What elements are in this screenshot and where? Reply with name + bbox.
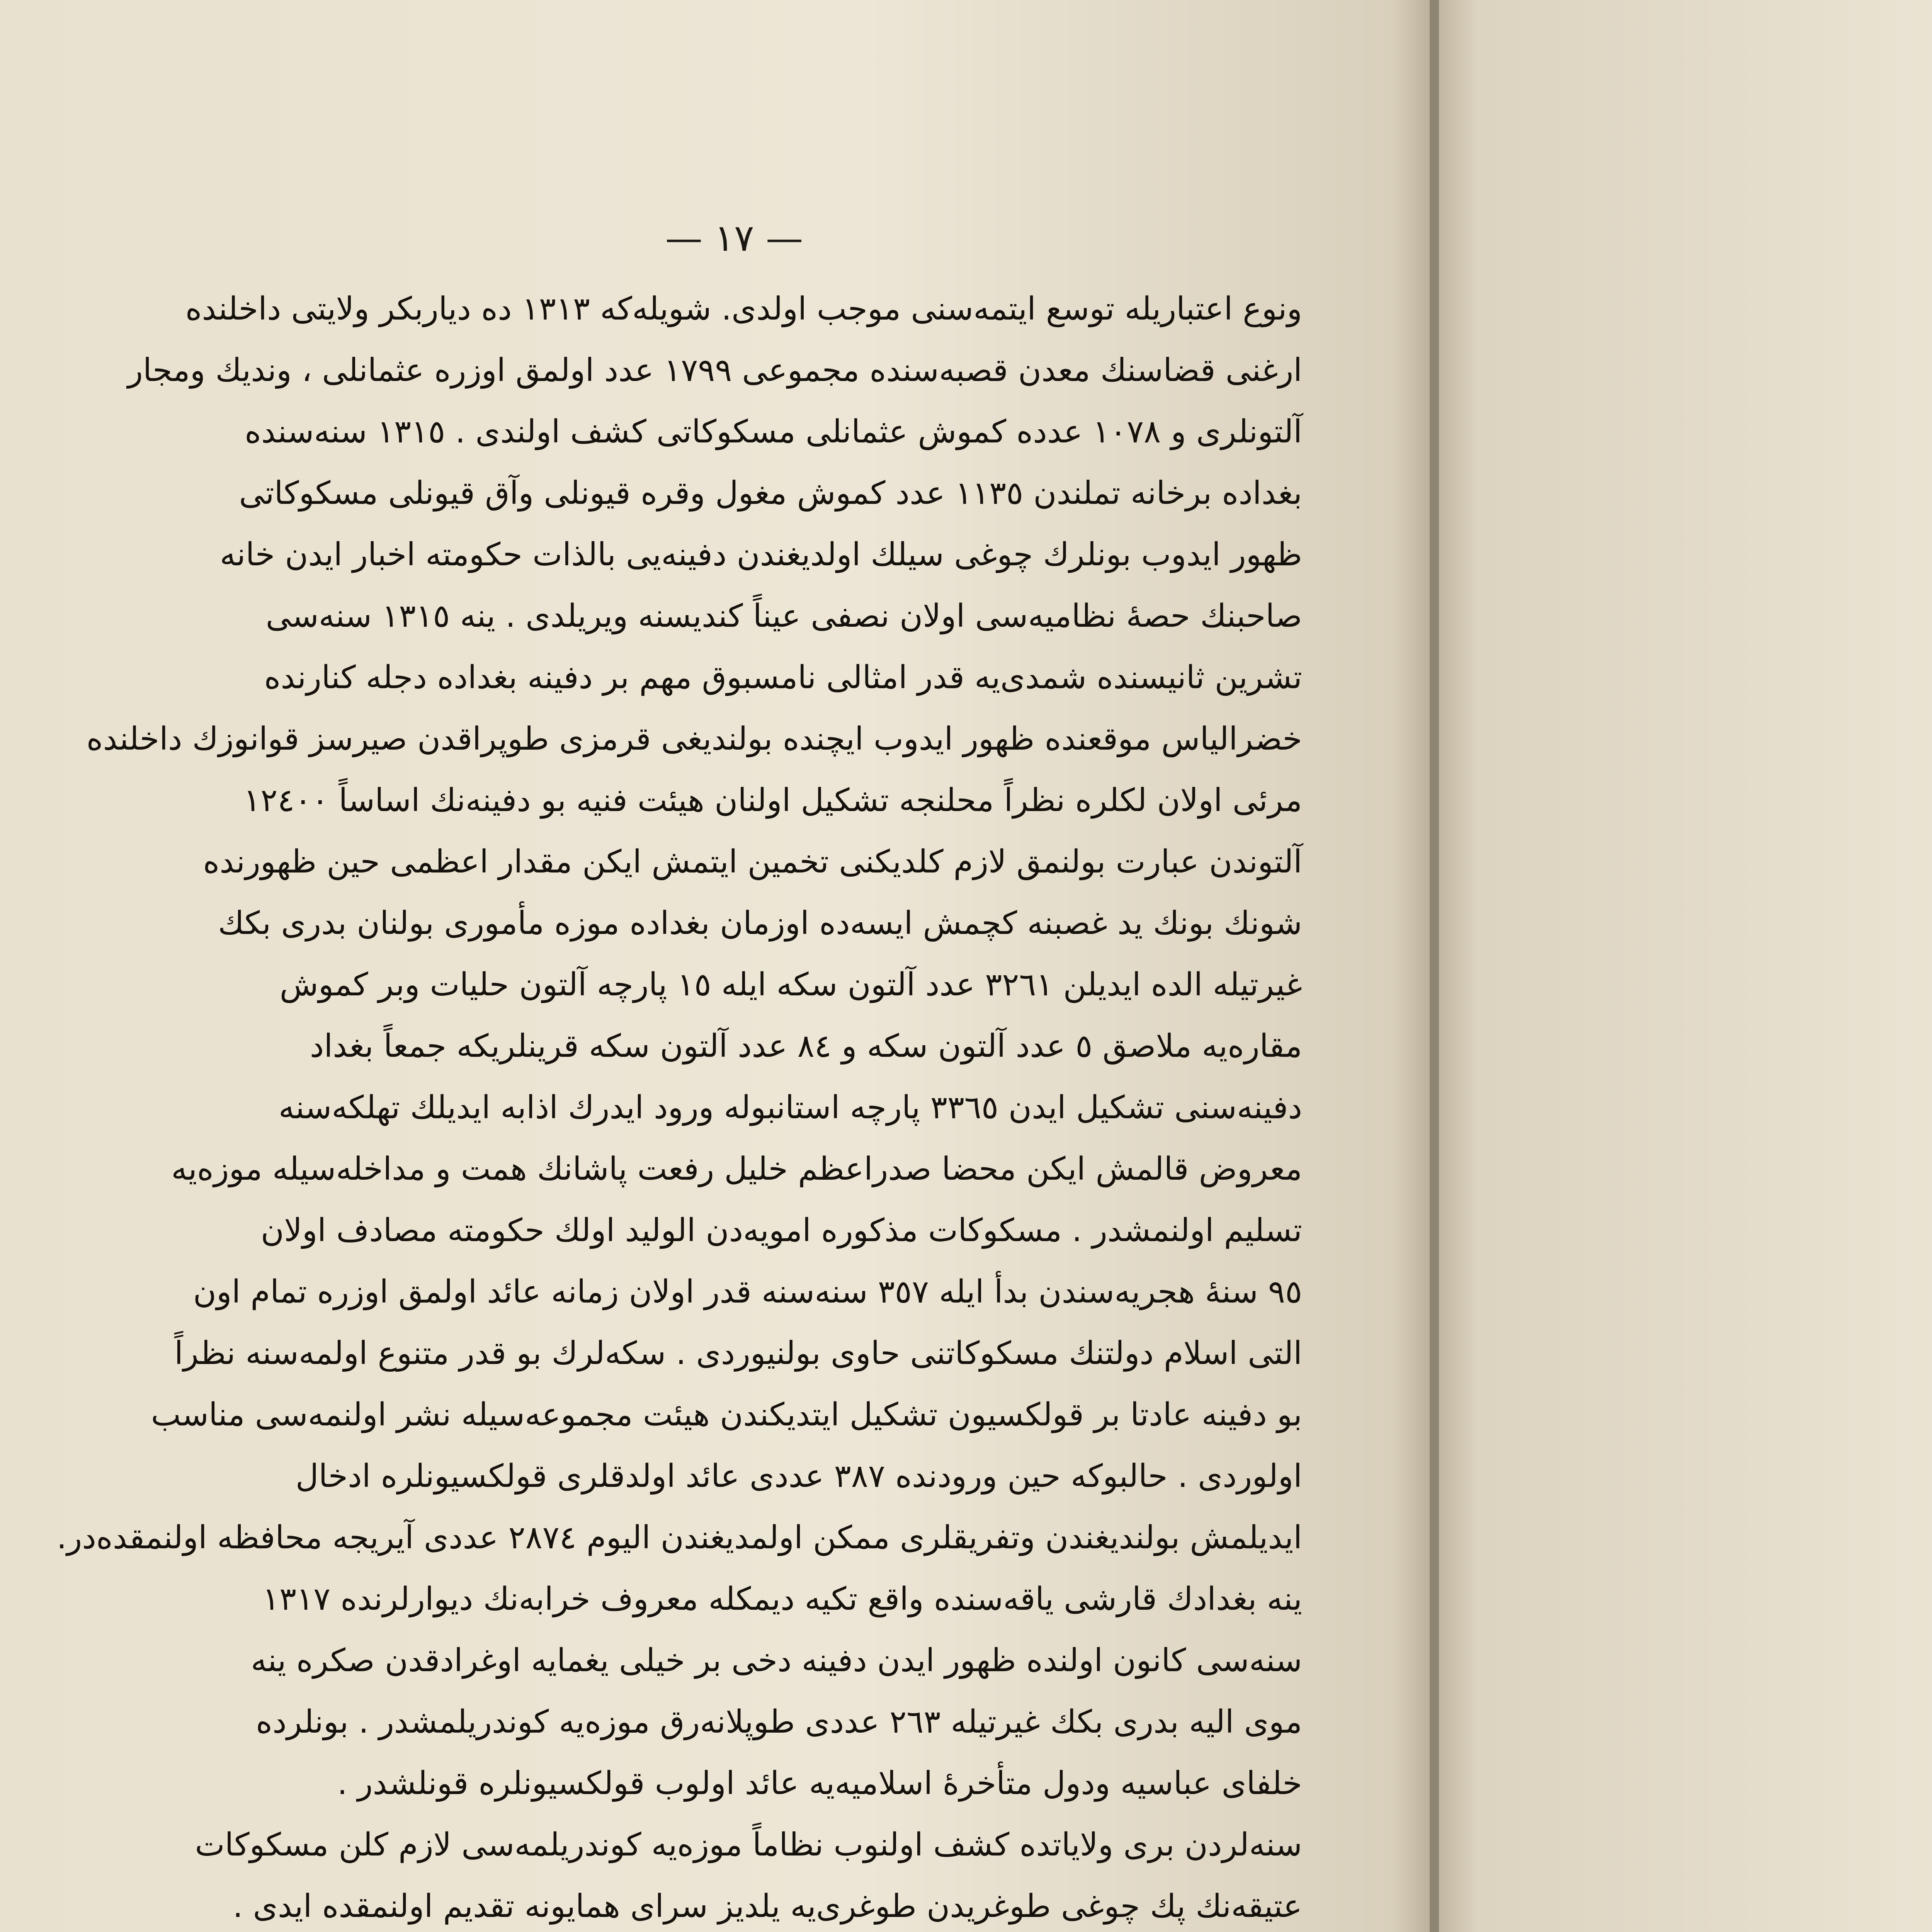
text-line: آلتوندن عبارت بولنمق لازم كلديكنى تخمين ايتمش ايكن مقدار اعظمى حين ظهورنده bbox=[203, 844, 1302, 880]
text-line: ارغنى قضاسنك معدن قصبه‌سنده مجموعى ١٧٩٩ عدد اولمق اوزره عثمانلى ، ونديك ومجار bbox=[128, 352, 1302, 389]
text-line: سنه‌لردن برى ولاياتده كشف اولنوب نظاماً موزه‌يه كوندريلمه‌سى لازم كلن مسكوكات bbox=[195, 1827, 1302, 1863]
text-line: ظهور ايدوب بونلرك چوغى سيلك اولديغندن دفينه‌يى بالذات حكومته اخبار ايدن خانه bbox=[219, 536, 1302, 573]
text-line: صاحبنك حصهٔ نظاميه‌سى اولان نصفى عيناً كنديسنه ويريلدى . ينه ١٣١٥ سنه‌سى bbox=[265, 598, 1302, 634]
text-line: اولوردى . حالبوكه حين ورودنده ٣٨٧ عددى عائد اولدقلرى قولكسيونلره ادخال bbox=[295, 1458, 1302, 1495]
text-line: خضرالياس موقعنده ظهور ايدوب ايچنده بولنديغى قرمزى طوپراقدن صيرسز قوانوزك داخلنده bbox=[86, 721, 1302, 757]
text-line: تشرين ثانيسنده شمدى‌يه قدر امثالى نامسبوق مهم بر دفينه بغداده دجله كنارنده bbox=[264, 659, 1302, 696]
page-body bbox=[56, 278, 1302, 1932]
text-line: سنه‌سى كانون اولنده ظهور ايدن دفينه دخى بر خيلى يغمايه اوغرادقدن صكره ينه bbox=[251, 1642, 1302, 1679]
text-line: مرئى اولان لكلره نظراً محلنجه تشكيل اولنان هيئت فنيه بو دفينه‌نك اساساً ١٢٤٠٠ bbox=[243, 782, 1302, 819]
text-line: بو دفينه عادتا بر قولكسيون تشكيل ايتديكندن هيئت مجموعه‌سيله نشر اولنمه‌سى مناسب bbox=[151, 1396, 1302, 1433]
text-line: موى اليه بدرى بكك غيرتيله ٢٦٣ عددى طوپلانه‌رق موزه‌يه كوندريلمشدر . بونلرده bbox=[256, 1704, 1302, 1740]
text-line: خلفاى عباسيه ودول متأخرهٔ اسلاميه‌يه عائد اولوب قولكسيونلره قونلشدر . bbox=[337, 1765, 1302, 1802]
right-page bbox=[1434, 0, 1932, 1932]
text-line: ينه بغدادك قارشى ياقه‌سنده واقع تكيه ديمكله معروف خرابه‌نك ديوارلرنده ١٣١٧ bbox=[262, 1581, 1302, 1617]
text-line: دفينه‌سنى تشكيل ايدن ٣٣٦٥ پارچه استانبوله ورود ايدرك اذابه ايديلك تهلكه‌سنه bbox=[278, 1089, 1302, 1126]
text-line: شونك بونك يد غصبنه كچمش ايسه‌ده اوزمان بغداده موزه مأمورى بولنان بدرى بكك bbox=[218, 905, 1302, 942]
text-line: عتيقه‌نك پك چوغى طوغريدن طوغرى‌يه يلديز سراى همايونه تقديم اولنمقده ايدى . bbox=[233, 1888, 1302, 1925]
text-line: ايديلمش بولنديغندن وتفريقلرى ممكن اولمديغندن اليوم ٢٨٧٤ عددى آيريجه محافظه اولنمقده‌در. bbox=[56, 1519, 1302, 1556]
text-line: غيرتيله الده ايديلن ٣٢٦١ عدد آلتون سكه ايله ١٥ پارچه آلتون حليات وبر كموش bbox=[279, 966, 1302, 1003]
text-line: تسليم اولنمشدر . مسكوكات مذكوره امويه‌دن الوليد اولك حكومته مصادف اولان bbox=[260, 1212, 1302, 1249]
text-line: ٩٥ سنهٔ هجريه‌سندن بدأ ايله ٣٥٧ سنه‌سنه قدر اولان زمانه عائد اولمق اوزره تمام اون bbox=[193, 1274, 1302, 1310]
text-line: مقاره‌يه ملاصق ٥ عدد آلتون سكه و ٨٤ عدد آلتون سكه قرينلريكه جمعاً بغداد bbox=[310, 1028, 1302, 1065]
text-line: التى اسلام دولتنك مسكوكاتنى حاوى بولنيوردى . سكه‌لرك بو قدر متنوع اولمه‌سنه نظراً bbox=[174, 1335, 1302, 1372]
text-line: ونوع اعتباريله توسع ايتمه‌سنى موجب اولدى. شويله‌كه ١٣١٣ ده دياربكر ولايتى داخلنده bbox=[185, 291, 1302, 327]
text-line: بغداده برخانه تملندن ١١٣٥ عدد كموش مغول وقره قيونلى وآق قيونلى مسكوكاتى bbox=[239, 475, 1302, 512]
book-gutter bbox=[1430, 0, 1439, 1932]
page-number: — ١٧ — bbox=[665, 216, 803, 260]
text-line: معروض قالمش ايكن محضا صدراعظم خليل رفعت پاشانك همت و مداخله‌سيله موزه‌يه bbox=[171, 1151, 1302, 1187]
text-line: آلتونلرى و ١٠٧٨ عدده كموش عثمانلى مسكوكاتى كشف اولندى . ١٣١٥ سنه‌سنده bbox=[245, 413, 1302, 450]
